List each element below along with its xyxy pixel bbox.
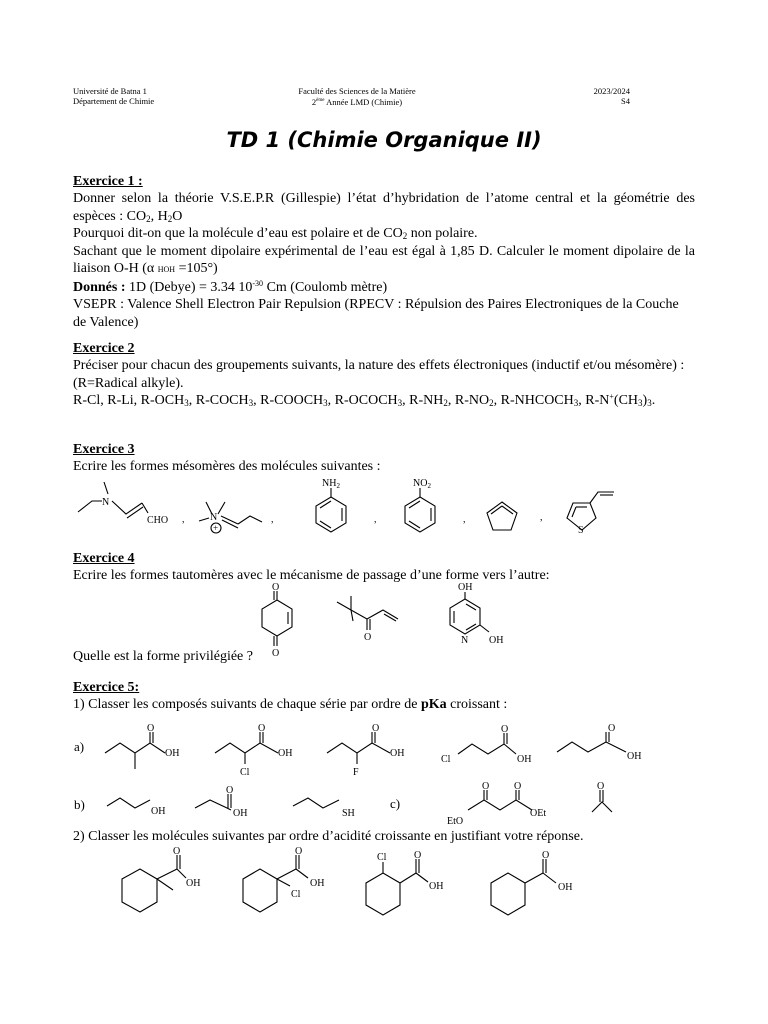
svg-text:OH: OH: [186, 878, 201, 889]
molecule-propanethiol: [293, 798, 355, 819]
exercise-5-question-2: 2) Classer les molécules suivantes par ordre d’acidité croissante en justifiant votre réponse.: [73, 829, 584, 844]
molecule-2-methylbutanoic-acid: [105, 723, 179, 769]
molecule-diethyl-malonate: [447, 781, 546, 827]
exercise-1-question-2: Pourquoi dit-on que la molécule d’eau est polaire et de $CO_2$ non polaire.: [73, 226, 478, 241]
molecule-hydroxypyridinol: [450, 582, 503, 646]
svg-text:O: O: [272, 648, 280, 659]
exercise-3-molecules: [0, 470, 768, 540]
svg-text:O: O: [372, 723, 380, 734]
svg-text:OH: OH: [278, 748, 293, 759]
exercise-2: [73, 340, 695, 410]
svg-text:OH: OH: [458, 582, 473, 593]
nh2-label: $NH_2$: [322, 478, 340, 490]
molecule-nitrobenzene: [405, 478, 466, 532]
exercise-3-question: Ecrire les formes mésomères des molécules suivantes :: [73, 459, 381, 474]
svg-text:N: N: [461, 635, 469, 646]
svg-text:O: O: [272, 582, 280, 593]
no2-label: $NO_2$: [413, 478, 431, 490]
exercise-4-question: Ecrire les formes tautomères avec le mécanisme de passage d’une forme vers l’autre:: [73, 568, 550, 583]
exercise-1-heading: Exercice 1 :: [73, 174, 143, 189]
cho-label: CHO: [147, 515, 169, 526]
page-title: TD 1 (Chimie Organique II): [226, 128, 542, 152]
molecule-vinyl-ketone: [337, 596, 398, 643]
exercise-2-question: Préciser pour chacun des groupements suivants, la nature des effets électroniques (inductif et/ou mésomère) : (R=Radical alkyle).: [73, 358, 685, 391]
exercise-4-heading: Exercice 4: [73, 551, 135, 566]
exercise-2-groups: R-Cl, R-Li, $R-OCH_3$, $R-COCH_3$, $R-COOCH_3$, $R-OCOCH_3$, $R-NH_2$, $R-NO_2$, $R-NHCOCH_3$, $R-N^+(CH_3)_3$.: [73, 392, 656, 408]
molecule-chlorocyclohexanecarboxylic-acid: [243, 846, 324, 912]
exercise-3-heading: Exercice 3: [73, 442, 135, 457]
svg-text:O: O: [542, 850, 550, 861]
svg-text:O: O: [501, 724, 509, 735]
svg-text:OH: OH: [429, 881, 444, 892]
separator: ,: [271, 514, 274, 525]
svg-text:Cl: Cl: [240, 767, 250, 778]
exercise-5: [73, 679, 695, 714]
svg-text:O: O: [482, 781, 490, 792]
department-name: Département de Chimie: [73, 96, 155, 106]
series-c-label: c): [390, 796, 401, 811]
university-name: Université de Batna 1: [73, 86, 147, 96]
molecule-butanoic-acid: [557, 723, 641, 762]
svg-text:OH: OH: [489, 635, 504, 646]
exercise-5-series-2: [0, 845, 768, 945]
molecule-2-chlorocyclohexanecarboxylic-acid: [366, 850, 443, 915]
svg-text:O: O: [608, 723, 616, 734]
molecule-acetone: [592, 781, 612, 812]
header-left: [73, 86, 154, 106]
svg-text:OH: OH: [627, 751, 642, 762]
svg-text:OH: OH: [310, 878, 325, 889]
molecule-enaminal: [78, 482, 185, 526]
molecule-3-chloropropanoic-acid: [441, 724, 531, 765]
svg-text:SH: SH: [342, 808, 355, 819]
molecule-methylcyclohexanecarboxylic-acid: [122, 846, 200, 912]
svg-text:+: +: [213, 523, 219, 533]
svg-text:F: F: [353, 767, 359, 778]
series-a-label: a): [74, 739, 85, 754]
svg-text:Cl: Cl: [377, 852, 387, 863]
separator: ,: [182, 514, 185, 525]
exercise-1-question-1: Donner selon la théorie V.S.E.P.R (Gillespie) l’état d’hybridation de l’atome central et la géométrie des espèces : $CO_2$, $H_2O$: [73, 191, 695, 224]
svg-text:OEt: OEt: [530, 808, 547, 819]
svg-text:OH: OH: [390, 748, 405, 759]
molecule-cyclopentadiene: [487, 502, 543, 530]
svg-text:O: O: [226, 785, 234, 796]
molecule-iminium: [199, 502, 274, 533]
sulfur-label: S: [578, 525, 584, 536]
nitrogen-label: N: [210, 512, 218, 523]
study-level: 2ème Année LMD (Chimie): [311, 97, 403, 107]
svg-text:Cl: Cl: [291, 889, 301, 900]
molecule-2-fluorobutanoic-acid: [327, 723, 404, 778]
svg-text:EtO: EtO: [447, 816, 464, 827]
separator: ,: [374, 514, 377, 525]
exercise-4-followup: [73, 648, 695, 666]
molecule-propanoic-acid: [195, 785, 247, 819]
nitrogen-label: N: [102, 497, 110, 508]
molecule-aniline: [316, 478, 377, 532]
separator: ,: [540, 512, 543, 523]
exercise-1-question-3: Sachant que le moment dipolaire expérimental de l’eau est égal à 1,85 D. Calculer le moment dipolaire de la liaison O-H (α HOH =105°): [73, 243, 695, 276]
svg-text:O: O: [364, 632, 372, 643]
exercise-5-series-bc: [0, 780, 768, 830]
header-right: [594, 86, 630, 106]
exercise-5-heading: Exercice 5:: [73, 680, 140, 695]
svg-text:OH: OH: [517, 754, 532, 765]
exercise-2-heading: Exercice 2: [73, 341, 135, 356]
faculty-name: Faculté des Sciences de la Matière: [298, 86, 416, 96]
svg-text:O: O: [173, 846, 181, 857]
series-b-label: b): [74, 797, 85, 812]
exercise-1-data: Donnés : 1D (Debye) = 3.34 $10^{-30}$ Cm (Coulomb mètre): [73, 278, 388, 295]
svg-text:OH: OH: [233, 808, 248, 819]
svg-text:OH: OH: [151, 806, 166, 817]
semester: S4: [621, 96, 630, 106]
separator: ,: [463, 514, 466, 525]
exercise-1: [73, 173, 695, 331]
svg-text:O: O: [147, 723, 155, 734]
academic-year: 2023/2024: [593, 86, 630, 96]
exercise-1-vsepr-note: VSEPR : Valence Shell Electron Pair Repulsion (RPECV : Répulsion des Paires Electroniques de la Couche de Valence): [73, 297, 679, 330]
svg-text:OH: OH: [558, 882, 573, 893]
svg-text:O: O: [295, 846, 303, 857]
svg-text:Cl: Cl: [441, 754, 451, 765]
molecule-2-chlorobutanoic-acid: [215, 723, 292, 778]
molecule-vinylthiophene: [567, 492, 614, 536]
molecule-cyclohexanecarboxylic-acid: [491, 850, 572, 915]
exercise-4-preferred-form-question: Quelle est la forme privilégiée ?: [73, 649, 253, 664]
svg-text:O: O: [514, 781, 522, 792]
svg-text:O: O: [414, 850, 422, 861]
svg-text:OH: OH: [165, 748, 180, 759]
molecule-propanol: [107, 798, 165, 817]
exercise-5-part-2: [73, 828, 695, 846]
header-center: [272, 86, 442, 107]
exercise-5-question-1: 1) Classer les composés suivants de chaque série par ordre de pKa croissant :: [73, 697, 508, 712]
svg-text:O: O: [597, 781, 605, 792]
svg-text:O: O: [258, 723, 266, 734]
